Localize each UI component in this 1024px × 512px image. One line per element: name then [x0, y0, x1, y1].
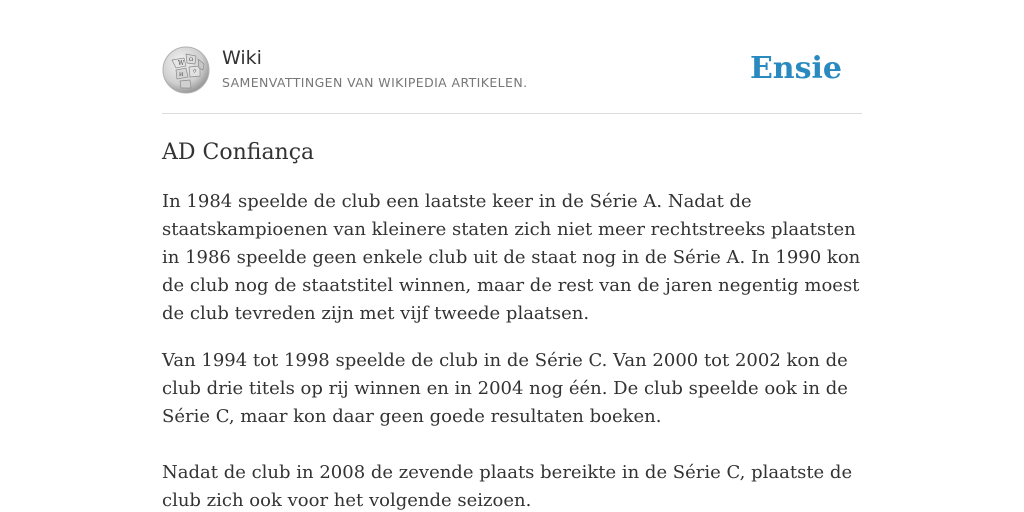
article-paragraph: In 1984 speelde de club een laatste keer in de Série A. Nadat de staatskampioenen van kleinere staten zich niet meer rechtstreeks plaatsten in 1986 speelde geen enkele club uit de staat nog in de Série A. In 1990 kon de club nog de staatstitel winnen, maar de rest van de jaren negentig moest de club tevreden zijn met vijf tweede plaatsen. — [162, 191, 861, 324]
article-paragraph: Van 1994 tot 1998 speelde de club in de Série C. Van 2000 tot 2002 kon de club drie titels op rij winnen en in 2004 nog één. De club speelde ook in de Série C, maar kon daar geen goede resultaten boeken. — [162, 350, 848, 427]
svg-text:Ω: Ω — [189, 57, 194, 63]
brand-logo-link[interactable]: Ensie — [749, 51, 842, 86]
svg-text:И: И — [179, 72, 184, 78]
site-header — [162, 0, 862, 114]
svg-text:W: W — [178, 60, 185, 67]
wikipedia-globe-icon[interactable] — [162, 46, 210, 94]
site-name[interactable]: Wiki — [222, 47, 262, 69]
svg-text:ウ: ウ — [192, 69, 198, 75]
site-tagline: SAMENVATTINGEN VAN WIKIPEDIA ARTIKELEN. — [222, 75, 528, 90]
content-container — [162, 0, 862, 512]
article-body — [162, 188, 862, 512]
article-paragraph: Nadat de club in 2008 de zevende plaats bereikte in de Série C, plaatste de club zich ook voor het volgende seizoen. — [162, 462, 853, 511]
page-title: AD Confiança — [162, 140, 315, 165]
